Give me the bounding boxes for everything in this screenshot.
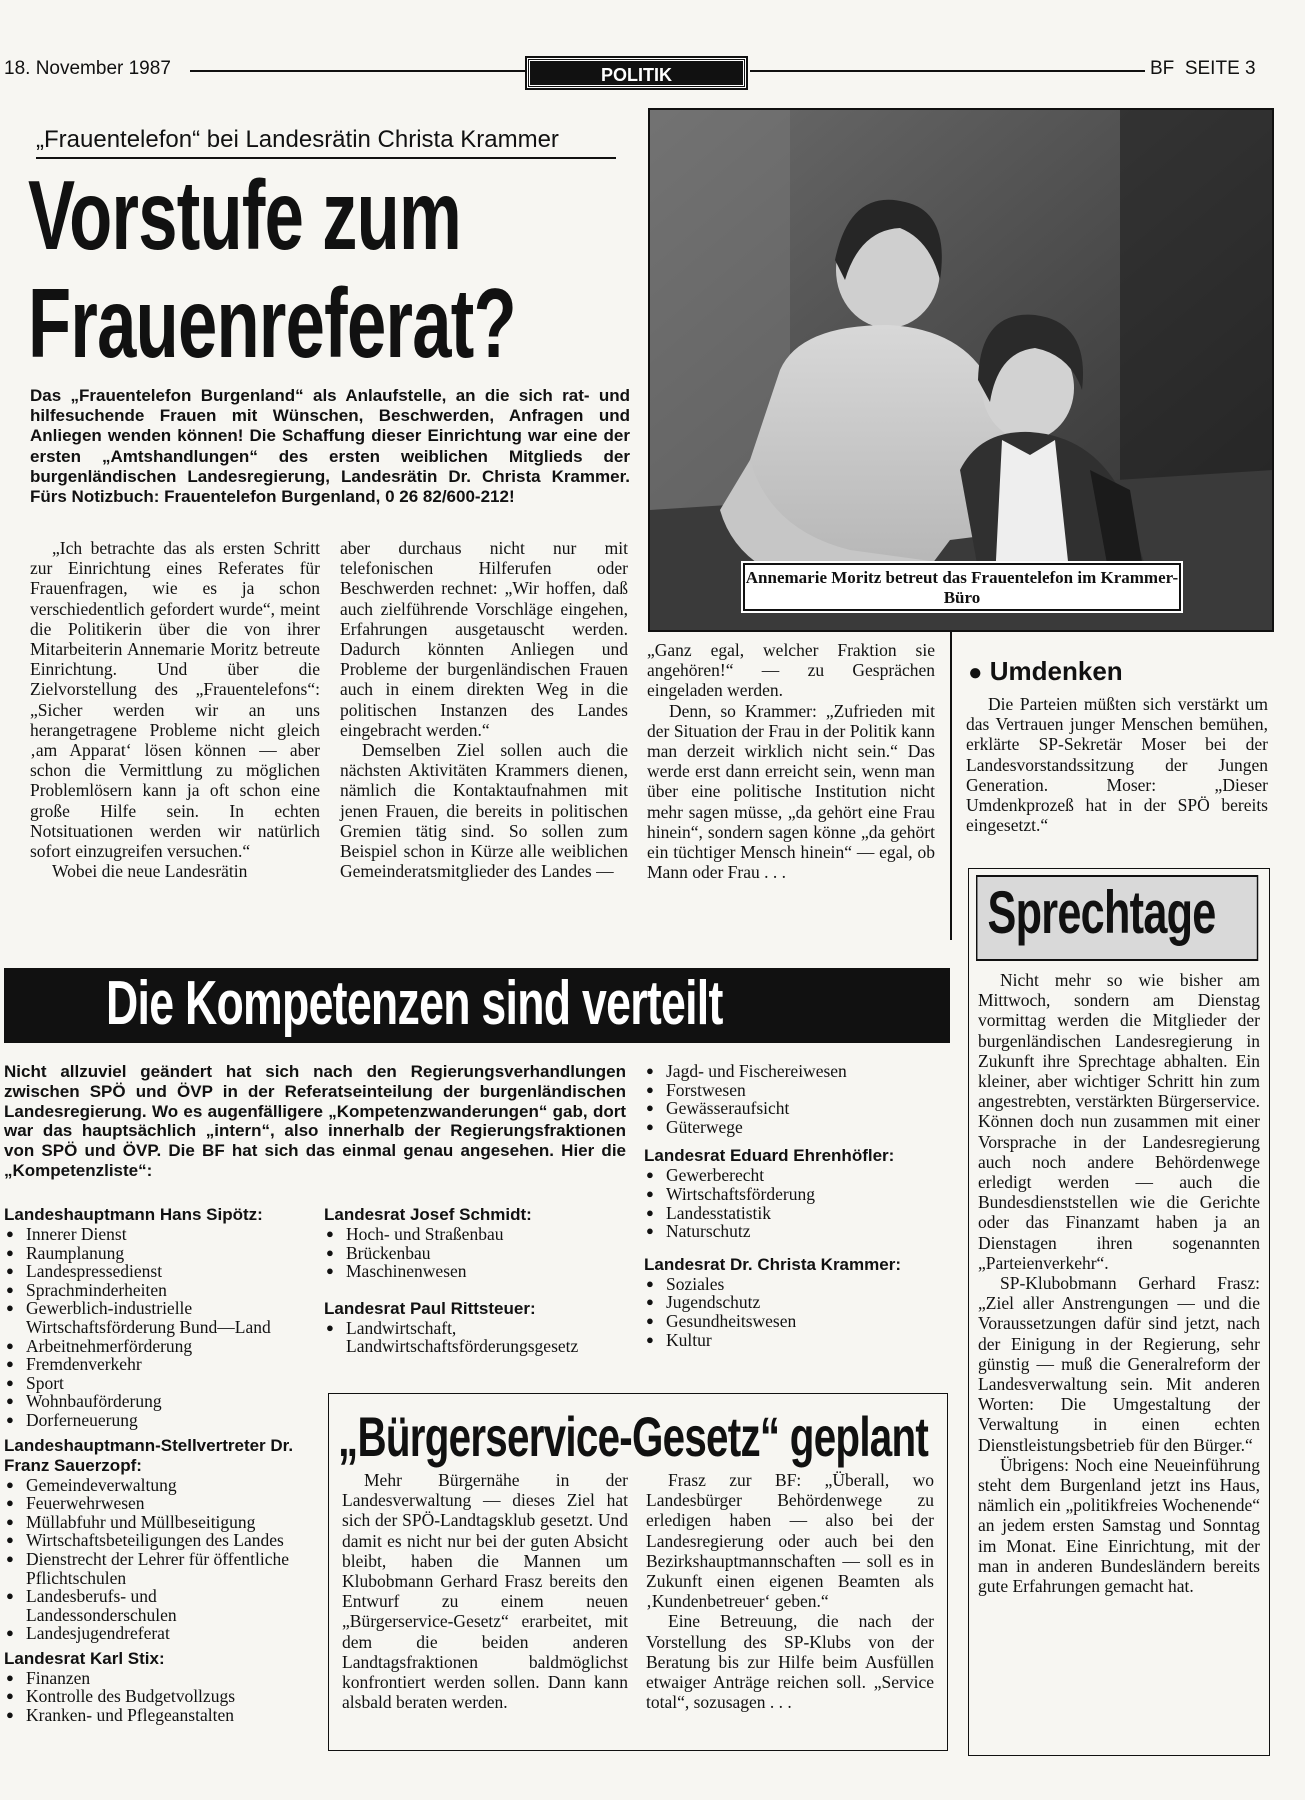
page-number: BF SEITE 3 xyxy=(1150,58,1256,79)
official-title: Landesrat Paul Rittsteuer: xyxy=(324,1298,536,1318)
list-item: ● Jugendschutz xyxy=(644,1293,944,1312)
list-item: ● Gewässeraufsicht xyxy=(644,1099,944,1118)
kicker: „Frauentelefon“ bei Landesrätin Christa Krammer xyxy=(36,126,559,153)
article1-column-1 xyxy=(30,538,320,881)
official-title: Landeshauptmann-Stellvertreter Dr. Franz Sauerzopf: xyxy=(4,1435,294,1475)
photo xyxy=(648,108,1274,632)
sauerzopf-list xyxy=(4,1476,304,1643)
official-title: Landesrat Dr. Christa Krammer: xyxy=(644,1254,901,1274)
list-item: ● Landesjugendreferat xyxy=(4,1624,304,1643)
lead-paragraph: Das „Frauentelefon Burgenland“ als Anlaufstelle, an die sich rat- und hilfesuchende Frauen mit Wünschen, Beschwerden, Anfragen und Anliegen wenden können! Die Schaffung dieser Einrichtung war eine der ersten „Amtshandlungen“ des ersten weiblichen Mitglieds der burgenländischen Landesregierung, Landesrätin Dr. Christa Krammer. Fürs Notizbuch: Frauentelefon Burgenland, 0 26 82/600-212! xyxy=(30,386,630,507)
paragraph: Wobei die neue Landesrätin xyxy=(52,861,248,882)
official-title: Landesrat Josef Schmidt: xyxy=(324,1205,532,1224)
headline: Vorstufe zum xyxy=(28,160,462,270)
list-item: ● Brückenbau xyxy=(324,1244,624,1263)
list-item: ● Wirtschaftsförderung xyxy=(644,1185,944,1204)
list-item: ● Arbeitnehmerförderung xyxy=(4,1337,304,1356)
list-item: ● Gewerblich-industrielle Wirtschaftsförderung Bund—Land xyxy=(4,1299,304,1336)
list-item: ● Sprachminderheiten xyxy=(4,1281,304,1300)
paragraph: „Ich betrachte das als ersten Schritt zur Einrichtung eines Referates für Frauenfragen, wie es ja schon verschiedentlich gefordert wurde“, meint die Politikerin über die von ihrer Mitarbeiterin Annemarie Moritz betreute Einrichtung. Und über die Zielvorstellung des „Frauentelefons“: „Sicher werden wir an uns herangetragene Probleme nicht gleich ‚am Apparat‘ lösen können — aber schon die Vermittlung zu möglichen Problemlösern kann ja oft schon eine große Hilfe sein. In echten Notsituationen werden wir natürlich sofort einzugreifen versuchen.“ xyxy=(30,538,320,862)
official-title: Landesrat Eduard Ehrenhöfler: xyxy=(644,1146,895,1166)
paragraph: aber durchaus nicht nur mit telefonischen Hilferufen oder Beschwerden rechnet: „Wir hoffen, daß auch zielführende Vorschläge eingehen, Erfahrungen ausgetauscht werden. Dadurch könnten Anliegen und Probleme der burgenländischen Frauen auch in einem direkten Weg in die politischen Instanzen des Landes eingebracht werden.“ xyxy=(340,538,628,740)
umdenken-text xyxy=(966,694,1268,835)
list-item: ● Kontrolle des Budgetvollzugs xyxy=(4,1687,304,1706)
list-item: ● Gemeindeverwaltung xyxy=(4,1476,304,1495)
list-item: ● Innerer Dienst xyxy=(4,1225,304,1244)
kompetenz-column-1 xyxy=(4,1205,304,1725)
list-item: ● Finanzen xyxy=(4,1669,304,1688)
col3-top-list xyxy=(644,1062,944,1136)
issue-date: 18. November 1987 xyxy=(4,58,171,79)
list-item: ● Dorferneuerung xyxy=(4,1411,304,1430)
paragraph: Mehr Bürgernähe in der Landesverwaltung — dieses Ziel hat sich der SPÖ-Landtagsklub gesetzt. Und damit es nicht nur bei der guten Absicht bleibt, haben die Mannen um Klubobmann Gerhard Frasz bereits den Entwurf zu einem neuen „Bürgerservice-Gesetz“ erarbeitet, mit dem die beiden anderen Landtagsfraktionen baldmöglichst konfrontiert werden sollen. Dann kann alsbald beraten werden. xyxy=(342,1470,628,1713)
list-item: ● Jagd- und Fischereiwesen xyxy=(644,1062,944,1081)
list-item: ● Gesundheitswesen xyxy=(644,1312,944,1331)
official-title: Landeshauptmann Hans Sipötz: xyxy=(4,1205,263,1224)
buergerservice-column-1 xyxy=(342,1470,628,1712)
list-item: ● Güterwege xyxy=(644,1118,944,1137)
list-item: ● Naturschutz xyxy=(644,1222,944,1241)
list-item: ● Gewerberecht xyxy=(644,1166,944,1185)
list-item: ● Landesberufs- und Landessonderschulen xyxy=(4,1587,304,1624)
list-item: ● Raumplanung xyxy=(4,1244,304,1263)
rittsteuer-list xyxy=(324,1319,624,1356)
list-item: ● Wirtschaftsbeteiligungen des Landes xyxy=(4,1531,304,1550)
section-label: POLITIK xyxy=(527,58,746,88)
headline-line2: Frauenreferat? xyxy=(28,268,516,378)
buergerservice-headline: „Bürgerservice-Gesetz“ geplant xyxy=(338,1405,929,1468)
list-item: ● Fremdenverkehr xyxy=(4,1355,304,1374)
ehrenhoefler-list xyxy=(644,1166,944,1240)
umdenken-heading xyxy=(968,656,1123,687)
schmidt-list xyxy=(324,1225,624,1281)
photo-image xyxy=(650,110,1272,630)
list-item: ● Forstwesen xyxy=(644,1081,944,1100)
kompetenzen-lead: Nicht allzuviel geändert hat sich nach den Regierungsverhandlungen zwischen SPÖ und ÖVP in der Referatseinteilung der burgenländischen Landesregierung. Wo es augenfälligere „Kompetenzwanderungen“ gab, dort war das hauptsächlich „intern“, also innerhalb der Regierungsfraktionen von SPÖ und ÖVP. Die BF hat sich das einmal genau angesehen. Hier die „Kompetenzliste“: xyxy=(4,1062,626,1180)
article1-column-2 xyxy=(340,538,628,881)
kompetenz-column-2 xyxy=(324,1205,624,1356)
official-title: Landesrat Karl Stix: xyxy=(4,1648,165,1668)
list-item: ● Kranken- und Pflegeanstalten xyxy=(4,1706,304,1725)
stix-list xyxy=(4,1669,304,1725)
list-item: ● Landesstatistik xyxy=(644,1204,944,1223)
umdenken-title: Umdenken xyxy=(989,656,1123,686)
list-item: ● Landwirtschaft, Landwirtschaftsförderungsgesetz xyxy=(324,1319,624,1356)
list-item: ● Dienstrecht der Lehrer für öffentliche Pflichtschulen xyxy=(4,1550,304,1587)
article1-column-3 xyxy=(647,640,935,882)
paragraph: Demselben Ziel sollen auch die nächsten Aktivitäten Krammers dienen, nämlich die Kontaktaufnahmen mit jenen Frauen, die bereits in politischen Gremien tätig sind. So sollen zum Beispiel schon in Kürze alle weiblichen Gemeinderatsmitglieder des Landes — xyxy=(340,740,628,882)
sipoetz-list xyxy=(4,1225,304,1430)
kicker-underline xyxy=(36,157,616,159)
paragraph: „Ganz egal, welcher Fraktion sie angehören!“ — zu Gesprächen eingeladen werden. xyxy=(647,640,935,701)
buergerservice-column-2 xyxy=(646,1470,934,1712)
list-item: ● Feuerwehrwesen xyxy=(4,1494,304,1513)
kompetenz-column-3 xyxy=(644,1062,944,1349)
paragraph: Nicht mehr so wie bisher am Mittwoch, sondern am Dienstag vormittag werden die Mitglieder der burgenländischen Landesregierung in Zukunft ihre Sprechtage abhalten. Ein kleiner, aber wichtiger Schritt hin zum angestrebten, verstärkten Bürgerservice. Können doch nun zusammen mit einer Vorsprache in der Landesregierung auch noch andere Behördenwege erledigt werden — auch die Bundesdienststellen wie die Gerichte oder das Finanzamt haben ja an Dienstagen ihren sogenannten „Parteienverkehr“. xyxy=(978,970,1260,1273)
sprechtage-text xyxy=(978,970,1260,1596)
sprechtage-heading: Sprechtage xyxy=(976,875,1258,961)
list-item: ● Maschinenwesen xyxy=(324,1262,624,1281)
list-item: ● Landespressedienst xyxy=(4,1262,304,1281)
header-rule-right xyxy=(750,70,1145,72)
bullet-icon: ● xyxy=(968,659,983,686)
column-rule xyxy=(950,630,952,940)
paragraph: Denn, so Krammer: „Zufrieden mit der Situation der Frau in der Politik kann man derzeit wirklich nicht sein.“ Das werde erst dann erreicht sein, wenn man über eine politische Institution nicht mehr sagen müsse, „da gehört eine Frau hinein“, sondern sagen könne „da gehört ein tüchtiger Mensch hinein“ — egal, ob Mann oder Frau . . . xyxy=(647,700,935,883)
paragraph: Übrigens: Noch eine Neueinführung steht dem Burgenland jetzt ins Haus, nämlich ein „politikfreies Wochenende“ an jedem ersten Samstag und Sonntag im Monat. Eine Einrichtung, mit der man in anderen Bundesländern bereits gute Erfahrungen gemacht hat. xyxy=(978,1454,1260,1597)
list-item: ● Hoch- und Straßenbau xyxy=(324,1225,624,1244)
list-item: ● Wohnbauförderung xyxy=(4,1392,304,1411)
krammer-list xyxy=(644,1275,944,1349)
list-item: ● Sport xyxy=(4,1374,304,1393)
kompetenzen-headline: Die Kompetenzen sind verteilt xyxy=(106,969,723,1038)
header-rule-left xyxy=(190,70,525,72)
paragraph: Eine Betreuung, die nach der Vorstellung des SP-Klubs von der Beratung bis zur Hilfe beim Ausfüllen etwaiger Anträge reichen soll. „Service total“, sozusagen . . . xyxy=(646,1611,934,1713)
paragraph: Frasz zur BF: „Überall, wo Landesbürger Behördenwege zu erledigen haben — also bei der Landesregierung oder auch bei den Bezirkshauptmannschaften — soll es in Zukunft einen eigenen Beamten als ‚Kundenbetreuer‘ geben.“ xyxy=(646,1470,934,1612)
list-item: ● Müllabfuhr und Müllbeseitigung xyxy=(4,1513,304,1532)
photo-caption: Annemarie Moritz betreut das Frauentelefon im Krammer- Büro xyxy=(743,563,1181,611)
list-item: ● Kultur xyxy=(644,1331,944,1350)
list-item: ● Soziales xyxy=(644,1275,944,1294)
paragraph: Die Parteien müßten sich verstärkt um das Vertrauen junger Menschen bemühen, erklärte SP-Sekretär Moser bei der Landesvorstandssitzung der Jungen Generation. Moser: „Dieser Umdenkprozeß hat in der SPÖ bereits eingesetzt.“ xyxy=(966,694,1268,836)
paragraph: SP-Klubobmann Gerhard Frasz: „Ziel aller Anstrengungen — und die Voraussetzungen dafür sind jetzt, nach der Einigung in der Regierung, sehr günstig — muß die Generalreform der Landesverwaltung sein. Mit anderen Worten: Die Umgestaltung der Verwaltung in einen echten Dienstleistungsbetrieb für den Bürger.“ xyxy=(978,1273,1260,1455)
